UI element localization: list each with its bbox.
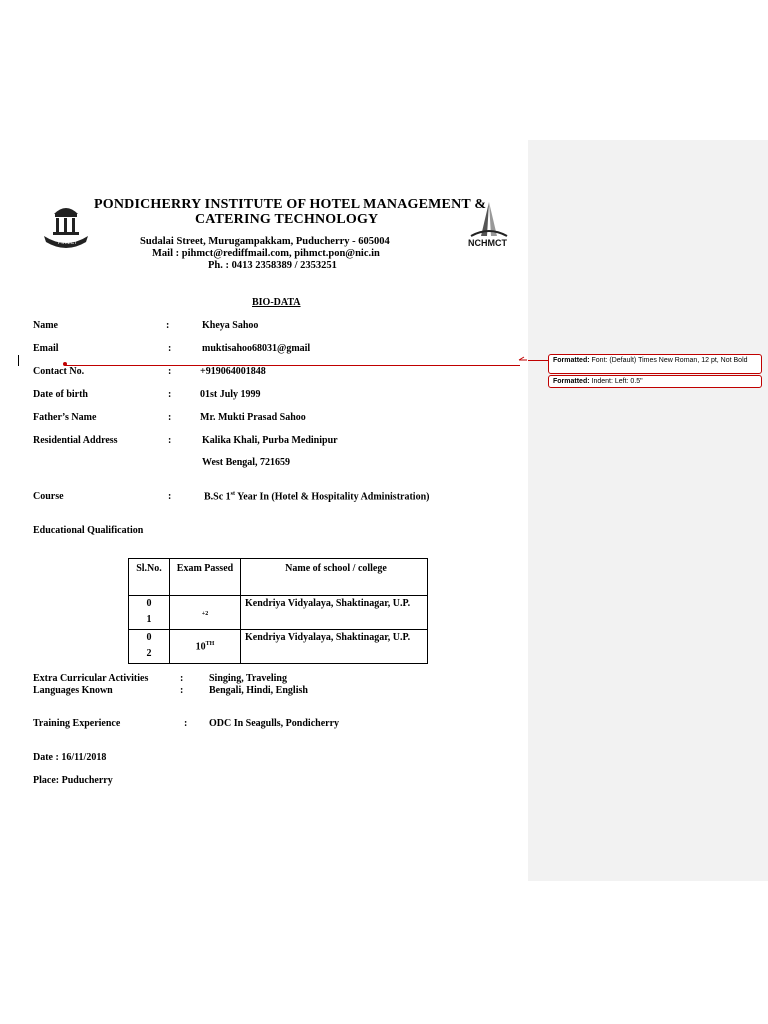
dob-label: Date of birth <box>33 389 88 400</box>
text-cursor <box>18 355 19 366</box>
address-label: Residential Address <box>33 435 118 446</box>
father-label: Father’s Name <box>33 412 97 423</box>
languages-value: Bengali, Hindi, English <box>209 685 308 696</box>
markup-pane <box>528 140 768 881</box>
date-line: Date : 16/11/2018 <box>33 752 107 763</box>
colon: : <box>168 343 172 354</box>
course-value-post: Year In (Hotel & Hospitality Administration) <box>235 491 430 503</box>
markup-anchor-icon <box>62 361 68 367</box>
school-cell: Kendriya Vidyalaya, Shaktinagar, U.P. <box>241 630 428 664</box>
name-label: Name <box>33 320 58 331</box>
languages-label: Languages Known <box>33 685 113 696</box>
page-title: BIO-DATA <box>252 297 301 308</box>
header-slno: Sl.No. <box>129 559 170 596</box>
address-value-line1: Kalika Khali, Purba Medinipur <box>202 435 338 446</box>
comment-text: Indent: Left: 0.5" <box>589 378 643 385</box>
education-heading: Educational Qualification <box>33 525 144 536</box>
comment-text: Font: (Default) Times New Roman, 12 pt, Not Bold <box>589 357 748 364</box>
father-value: Mr. Mukti Prasad Sahoo <box>200 412 306 423</box>
institute-name-line1: PONDICHERRY INSTITUTE OF HOTEL MANAGEMENT & <box>94 197 487 212</box>
education-table <box>128 558 428 664</box>
slno-digit: 2 <box>146 648 152 659</box>
exam-main: 10 <box>195 641 206 653</box>
markup-arrow-icon <box>518 356 528 364</box>
course-value-sup: st <box>230 491 236 497</box>
contact-value: +919064001848 <box>200 366 266 377</box>
slno-digit: 1 <box>146 614 152 625</box>
formatting-comment-bubble[interactable] <box>548 354 762 374</box>
exam-cell: +2 <box>170 596 241 630</box>
exam-cell <box>170 630 241 664</box>
email-value: muktisahoo68031@gmail <box>202 343 311 354</box>
institute-address: Sudalai Street, Murugampakkam, Puducherry - 605004 <box>140 236 390 247</box>
comment-label: Formatted: <box>553 378 590 385</box>
school-cell: Kendriya Vidyalaya, Shaktinagar, U.P. <box>241 596 428 630</box>
exam-sup: TH <box>205 641 215 647</box>
pihmct-logo-icon <box>40 200 92 250</box>
activities-value: Singing, Traveling <box>209 673 287 684</box>
training-label: Training Experience <box>33 718 121 729</box>
table-row <box>129 630 428 664</box>
svg-text:PIHMCT: PIHMCT <box>58 240 78 246</box>
activities-label: Extra Curricular Activities <box>33 673 149 684</box>
colon: : <box>168 491 172 502</box>
email-label: Email <box>33 343 59 354</box>
formatting-comment-bubble[interactable] <box>548 375 762 388</box>
colon: : <box>180 673 184 684</box>
colon: : <box>168 435 172 446</box>
table-header-row <box>129 559 428 596</box>
colon: : <box>166 320 170 331</box>
institute-phone: Ph. : 0413 2358389 / 2353251 <box>208 260 337 271</box>
colon: : <box>184 718 188 729</box>
name-value: Kheya Sahoo <box>202 320 259 331</box>
course-label: Course <box>33 491 64 502</box>
slno-cell <box>129 630 170 664</box>
colon: : <box>168 389 172 400</box>
header-exam: Exam Passed <box>170 559 241 596</box>
contact-label: Contact No. <box>33 366 85 377</box>
colon: : <box>168 366 172 377</box>
slno-digit: 0 <box>146 632 152 643</box>
address-value-line2: West Bengal, 721659 <box>202 457 291 468</box>
colon: : <box>180 685 184 696</box>
institute-mail: Mail : pihmct@rediffmail.com, pihmct.pon@nic.in <box>152 248 380 259</box>
course-value-pre: B.Sc 1 <box>204 491 231 503</box>
colon: : <box>168 412 172 423</box>
table-row <box>129 596 428 630</box>
course-value <box>204 491 429 502</box>
place-line: Place: Puducherry <box>33 775 113 786</box>
svg-text:NCHMCT: NCHMCT <box>468 238 507 248</box>
slno-cell <box>129 596 170 630</box>
comment-label: Formatted: <box>553 357 590 364</box>
institute-name-line2: CATERING TECHNOLOGY <box>195 212 379 227</box>
slno-digit: 0 <box>146 598 152 609</box>
dob-value: 01st July 1999 <box>200 389 261 400</box>
markup-connector-line <box>528 360 548 361</box>
training-value: ODC In Seagulls, Pondicherry <box>209 718 340 729</box>
markup-connector-line <box>65 365 520 366</box>
header-school: Name of school / college <box>241 559 428 596</box>
